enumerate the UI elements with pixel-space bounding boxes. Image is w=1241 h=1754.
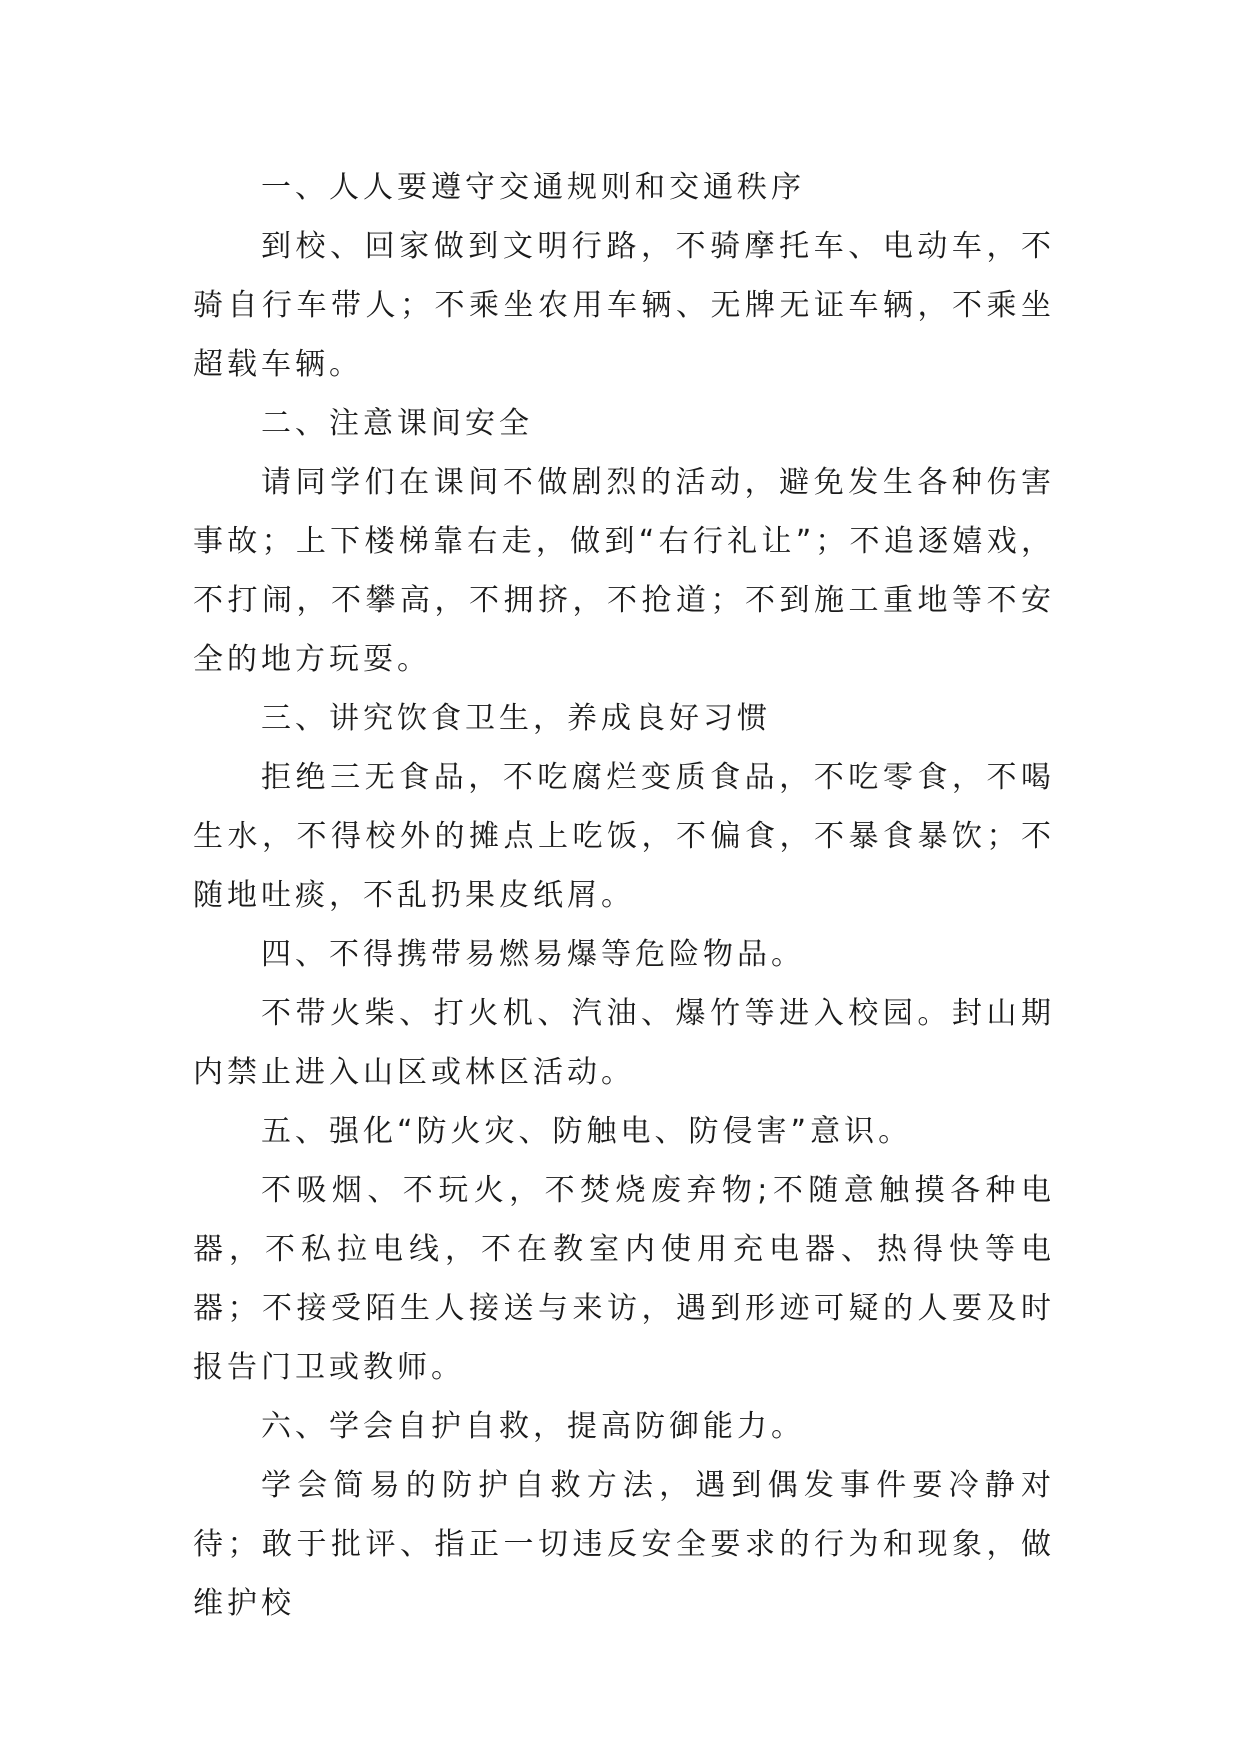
paragraph-awareness: 不吸烟、不玩火，不焚烧废弃物;不随意触摸各种电器，不私拉电线，不在教室内使用充电器、热得快等电器；不接受陌生人接送与来访，遇到形迹可疑的人要及时报告门卫或教师。 [193, 1173, 1055, 1385]
paragraph-break-safety: 请同学们在课间不做剧烈的活动，避免发生各种伤害事故；上下楼梯靠右走，做到“右行礼让”；不追逐嬉戏，不打闹，不攀高，不拥挤，不抢道；不到施工重地等不安全的地方玩耍。 [193, 465, 1055, 677]
heading-break-safety: 二、注意课间安全 [261, 406, 533, 441]
paragraph-dangerous-items: 不带火柴、打火机、汽油、爆竹等进入校园。封山期内禁止进入山区或林区活动。 [193, 996, 1055, 1090]
heading-food-hygiene: 三、讲究饮食卫生，养成良好习惯 [261, 701, 771, 736]
paragraph-food-hygiene: 拒绝三无食品，不吃腐烂变质食品，不吃零食，不喝生水，不得校外的摊点上吃饭，不偏食，不暴食暴饮；不随地吐痰，不乱扔果皮纸屑。 [193, 760, 1055, 913]
heading-dangerous-items: 四、不得携带易燃易爆等危险物品。 [261, 937, 805, 972]
heading-traffic-rules: 一、人人要遵守交通规则和交通秩序 [261, 170, 805, 205]
paragraph-traffic-rules: 到校、回家做到文明行路，不骑摩托车、电动车，不骑自行车带人；不乘坐农用车辆、无牌无证车辆，不乘坐超载车辆。 [193, 229, 1055, 382]
heading-self-protection: 六、学会自护自救，提高防御能力。 [261, 1409, 805, 1444]
document-body [193, 158, 1055, 1633]
paragraph-self-protection: 学会简易的防护自救方法，遇到偶发事件要冷静对待；敢于批评、指正一切违反安全要求的行为和现象，做维护校 [193, 1468, 1055, 1621]
heading-awareness: 五、强化“防火灾、防触电、防侵害”意识。 [261, 1114, 913, 1149]
